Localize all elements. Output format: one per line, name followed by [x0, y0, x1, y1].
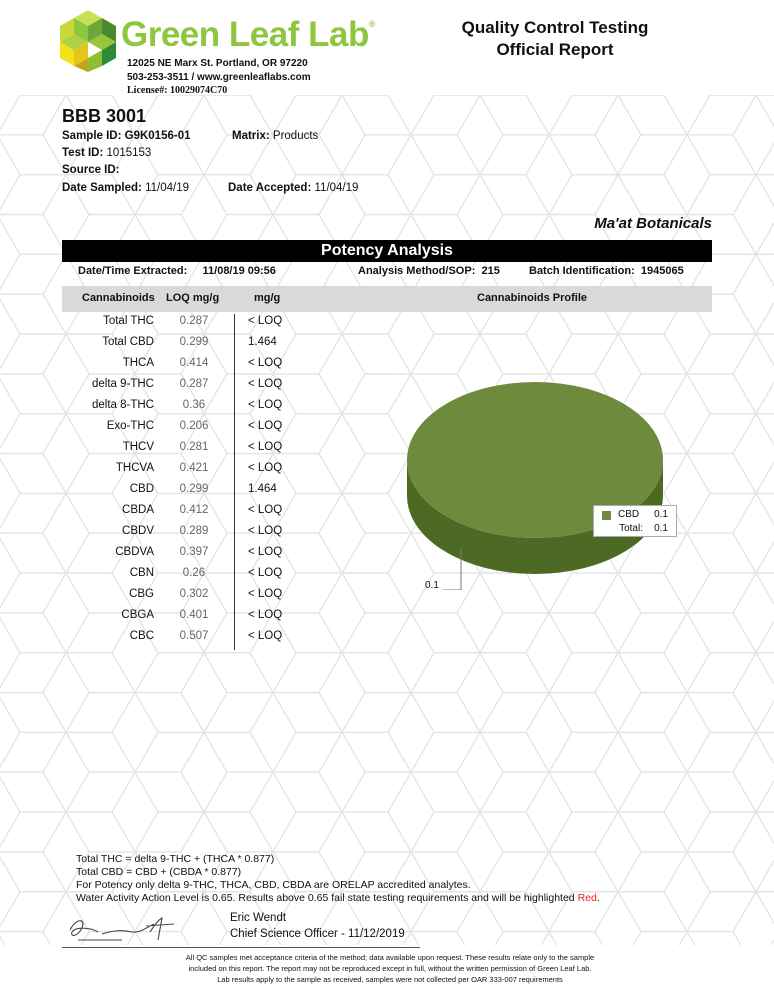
result-value: < LOQ — [248, 588, 283, 600]
table-row — [62, 354, 302, 375]
extracted-label: Date/Time Extracted: — [78, 265, 188, 277]
test-id-label: Test ID: — [62, 147, 104, 159]
cannabinoid-name: CBD — [129, 483, 154, 495]
pie-slice-label: 0.1 — [425, 580, 439, 591]
table-row — [62, 522, 302, 543]
result-value: < LOQ — [248, 420, 283, 432]
chart-legend — [593, 505, 677, 537]
table-row — [62, 438, 302, 459]
date-accepted-field — [228, 182, 358, 194]
loq-value: 0.412 — [179, 504, 209, 516]
extraction-datetime — [78, 265, 276, 277]
water-activity-period: . — [596, 892, 600, 904]
cannabinoid-name: CBC — [129, 630, 154, 642]
cannabinoid-name: CBG — [129, 588, 154, 600]
brand-name-part: Green — [121, 15, 220, 54]
note-total-thc: Total THC = delta 9-THC + (THCA * 0.877) — [76, 853, 275, 865]
cannabinoid-name: Exo-THC — [106, 420, 154, 432]
cannabinoids-pie-chart — [390, 380, 680, 590]
matrix-label: Matrix: — [232, 130, 270, 142]
loq-value: 0.26 — [182, 567, 206, 579]
cannabinoid-table — [62, 312, 302, 648]
loq-value: 0.289 — [179, 525, 209, 537]
cannabinoid-name: Total CBD — [102, 336, 154, 348]
table-row — [62, 396, 302, 417]
note-water-activity — [76, 892, 600, 904]
result-value: 1.464 — [248, 336, 277, 348]
signer-name: Eric Wendt — [230, 912, 287, 924]
client-name: Ma'at Botanicals — [594, 215, 712, 232]
cannabinoid-name: delta 8-THC — [92, 399, 154, 411]
batch-identification — [529, 265, 684, 277]
logo-cube-icon — [58, 8, 118, 74]
note-total-cbd: Total CBD = CBD + (CBDA * 0.877) — [76, 866, 242, 878]
matrix-value: Products — [272, 130, 319, 142]
loq-value: 0.299 — [179, 336, 209, 348]
column-header-cannabinoids: Cannabinoids — [82, 292, 155, 304]
date-sampled-field — [62, 182, 189, 194]
date-sampled-label: Date Sampled: — [62, 182, 142, 194]
cannabinoid-name: Total THC — [103, 315, 154, 327]
loq-value: 0.299 — [179, 483, 209, 495]
table-row — [62, 459, 302, 480]
brand-name-part: Leaf — [228, 15, 299, 54]
table-header-bar — [62, 286, 712, 312]
cannabinoid-name: THCVA — [115, 462, 154, 474]
table-row — [62, 375, 302, 396]
table-row — [62, 543, 302, 564]
cannabinoid-name: CBGA — [121, 609, 154, 621]
disclaimer-line-3: Lab results apply to the sample as received, samples were not collected per OAR 333-007 requirements — [217, 975, 563, 984]
source-id-field — [62, 164, 120, 176]
result-value: 1.464 — [248, 483, 277, 495]
legend-value-total: 0.1 — [654, 523, 668, 534]
result-value: < LOQ — [248, 630, 283, 642]
table-row — [62, 312, 302, 333]
legend-swatch-cbd — [602, 511, 611, 520]
report-subtitle: Official Report — [496, 40, 614, 59]
disclaimer-line-2: included on this report. The report may not be reproduced except in full, without the written permission of Green Leaf Lab. — [188, 964, 592, 973]
result-value: < LOQ — [248, 504, 283, 516]
legend-value-cbd: 0.1 — [654, 509, 668, 520]
cannabinoid-name: delta 9-THC — [92, 378, 154, 390]
disclaimer-line-1: All QC samples met acceptance criteria of the method; data available upon request. These results relate only to the sample — [185, 953, 595, 962]
test-id-field — [62, 147, 151, 159]
table-row — [62, 564, 302, 585]
loq-value: 0.421 — [179, 462, 209, 474]
note-orelap: For Potency only delta 9-THC, THCA, CBD, CBDA are ORELAP accredited analytes. — [76, 879, 471, 891]
lab-address: 12025 NE Marx St. Portland, OR 97220 — [127, 58, 308, 69]
result-value: < LOQ — [248, 567, 283, 579]
red-highlight-word: Red — [577, 892, 597, 904]
loq-value: 0.206 — [179, 420, 209, 432]
cannabinoid-name: CBDVA — [115, 546, 154, 558]
date-sampled-value: 11/04/19 — [145, 182, 190, 194]
cannabinoid-name: CBDA — [122, 504, 154, 516]
result-value: < LOQ — [248, 315, 283, 327]
sample-id-field — [62, 130, 191, 142]
report-title: Quality Control Testing — [461, 18, 649, 37]
column-header-loq: LOQ mg/g — [166, 292, 220, 304]
loq-value: 0.414 — [179, 357, 209, 369]
date-accepted-value: 11/04/19 — [314, 182, 359, 194]
brand-name-part: Lab — [308, 15, 369, 54]
handwritten-signature — [62, 910, 192, 946]
loq-value: 0.287 — [179, 378, 209, 390]
result-value: < LOQ — [248, 546, 283, 558]
batch-label: Batch Identification: — [529, 265, 635, 277]
signer-title-date: Chief Science Officer - 11/12/2019 — [230, 928, 405, 940]
legend-label-cbd: CBD — [618, 509, 640, 520]
test-id-value: 1015153 — [106, 147, 152, 159]
loq-value: 0.36 — [182, 399, 206, 411]
table-row — [62, 606, 302, 627]
lab-license: License#: 10029074C70 — [127, 85, 228, 96]
loq-value: 0.507 — [179, 630, 209, 642]
method-label: Analysis Method/SOP: — [358, 265, 476, 277]
loq-value: 0.302 — [179, 588, 209, 600]
table-row — [62, 627, 302, 648]
cannabinoid-name: THCV — [122, 441, 154, 453]
extracted-value: 11/08/19 09:56 — [202, 265, 276, 277]
loq-value: 0.401 — [179, 609, 209, 621]
analysis-method — [358, 265, 500, 277]
cannabinoid-name: CBN — [129, 567, 154, 579]
signature-line — [62, 947, 420, 948]
result-value: < LOQ — [248, 378, 283, 390]
table-row — [62, 333, 302, 354]
batch-value: 1945065 — [640, 265, 684, 277]
cannabinoid-name: THCA — [122, 357, 154, 369]
matrix-field — [232, 130, 318, 142]
column-header-mg-g: mg/g — [254, 292, 281, 304]
table-row — [62, 417, 302, 438]
cannabinoid-name: CBDV — [122, 525, 154, 537]
lab-contact: 503-253-3511 / www.greenleaflabs.com — [127, 72, 311, 83]
method-value: 215 — [481, 265, 500, 277]
legend-label-total: Total: — [619, 523, 643, 534]
source-id-label: Source ID: — [62, 164, 120, 176]
result-value: < LOQ — [248, 399, 283, 411]
loq-value: 0.397 — [179, 546, 209, 558]
sample-id-value: G9K0156-01 — [124, 130, 191, 142]
result-value: < LOQ — [248, 609, 283, 621]
loq-value: 0.287 — [179, 315, 209, 327]
brand-wordmark — [121, 15, 375, 55]
result-value: < LOQ — [248, 525, 283, 537]
result-value: < LOQ — [248, 357, 283, 369]
section-title-potency: Potency Analysis — [62, 240, 712, 262]
sample-id-label: Sample ID: — [62, 130, 122, 142]
date-accepted-label: Date Accepted: — [228, 182, 312, 194]
table-row — [62, 585, 302, 606]
table-divider — [234, 314, 235, 650]
result-value: < LOQ — [248, 462, 283, 474]
water-activity-text: Water Activity Action Level is 0.65. Results above 0.65 fail state testing requirements and will be highlighted — [76, 892, 578, 904]
table-row — [62, 501, 302, 522]
sample-name: BBB 3001 — [62, 106, 147, 126]
trademark-symbol: ® — [368, 19, 375, 29]
loq-value: 0.281 — [179, 441, 209, 453]
result-value: < LOQ — [248, 441, 283, 453]
table-row — [62, 480, 302, 501]
cannabinoids-profile-title: Cannabinoids Profile — [477, 292, 588, 304]
